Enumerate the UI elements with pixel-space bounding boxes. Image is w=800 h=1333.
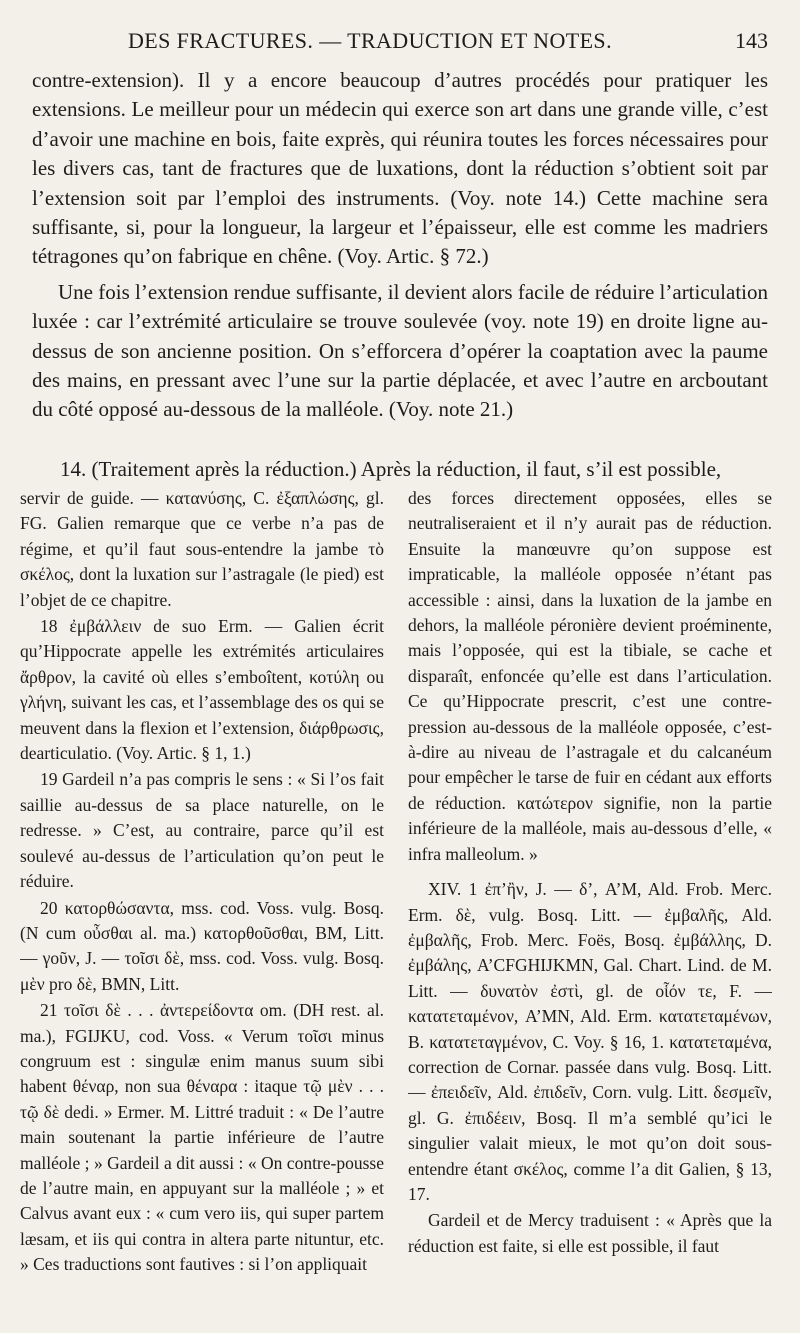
footnote: 21 τοῖσι δὲ . . . ἀντερείδοντα om. (DH rest. al. ma.), FGIJKU, cod. Voss. « Verum τοῖσι minus congruum est : singulæ enim manus suum sibi habent θέναρ, non sua θέναρα : itaque τῷ μὲν . . . τῷ δὲ dedi. » Ermer. M. Littré traduit : « De l’autre main soutenant la partie inférieure de l’autre malléole ; » Gardeil a dit aussi : « On contre-pousse de l’autre main, en appuyant sur la malléole ; » et Calvus avant eux : « cum vero iis, qui super partem læsam, et iis qui contra in altera parte nituntur, etc. » Ces traductions sont fautives : si l’on appliquait [20, 1000, 384, 1275]
footnote: 19 Gardeil n’a pas compris le sens : « Si l’os fait saillie au-dessus de sa place naturelle, on le redresse. » C’est, au contraire, parce qu’il est soulevé au-dessus de l’articulation qu’on peut le réduire. [20, 769, 384, 892]
footnote: servir de guide. — κατανύσης, C. ἐξαπλώσης, gl. FG. Galien remarque que ce verbe n’a pas de régime, et qu’il faut sous-entendre la jambe τὸ σκέλος, dont la luxation sur l’astragale (le pied) est l’objet de ce chapitre. [20, 488, 384, 610]
footnote: des forces directement opposées, elles se neutraliseraient et il n’y aurait pas de réduction. Ensuite la manœuvre qu’on suppose est impraticable, la malléole opposée n’étant pas accessible : ainsi, dans la luxation de la jambe en dehors, la malléole péronière devient proéminente, mais l’opposée, qui est la tibiale, se cache et disparaît, enfoncée qu’elle est dans l’articulation. Ce qu’Hippocrate prescrit, c’est une contre-pression au-dessous de la malléole opposée, c’est-à-dire au niveau de l’astragale et du calcanéum pour empêcher le tarse de fuir en cédant aux efforts de réduction. κατώτερον signifie, non la partie inférieure de la malléole, mais au-dessous d’elle, « infra malleolum. » [408, 488, 772, 864]
footnote: Gardeil et de Mercy traduisent : « Après que la réduction est faite, si elle est possible, il faut [408, 1210, 772, 1256]
footnotes-right-column [408, 486, 772, 1316]
main-paragraph: contre-extension). Il y a encore beaucoup d’autres procédés pour pratiquer les extensions. Le meilleur pour un médecin qui exerce son art dans une grande ville, c’est d’avoir une machine en bois, faite exprès, qui réunira toutes les forces nécessaires pour les divers cas, tant de fractures que de luxations, dont la réduction s’obtient soit par l’extension soit par l’emploi des instruments. (Voy. note 14.) Cette machine sera suffisante, si, pour la longueur, la largeur et l’épaisseur, elle est comme les madriers tétragones qu’on fabrique en chêne. (Voy. Artic. § 72.) [32, 68, 768, 269]
running-title: DES FRACTURES. — TRADUCTION ET NOTES. [128, 28, 612, 53]
section-heading-paragraph: 14. (Traitement après la réduction.) Après la réduction, il faut, s’il est possible, [60, 456, 722, 481]
footnote: 18 ἐμβάλλειν de suo Erm. — Galien écrit qu’Hippocrate appelle les extrémités articulaires ἄρθρον, la cavité où elles s’emboîtent, κοτύλη ou γλήνη, suivant les cas, et l’assemblage des os qui se meuvent dans la flexion et l’extension, διάρθρωσις, dearticulatio. (Voy. Artic. § 1, 1.) [20, 616, 384, 764]
main-text [32, 66, 768, 484]
footnotes-left-column [20, 486, 384, 1316]
footnote: XIV. 1 ἐπ’ἢν, J. — δ’, A’M, Ald. Frob. Merc. Erm. δὲ, vulg. Bosq. Litt. — ἐμβαλῆς, Ald. ἐμβαλῆς, Frob. Merc. Foës, Bosq. ἐμβάλλης, D. ἐμβάλης, A’CFGHIJKMN, Gal. Chart. Lind. de M. Litt. — δυνατὸν ἐστὶ, gl. de οἷόν τε, F. — κατατεταμένον, A’MN, Ald. Erm. κατατεταμένων, B. κατατεταγμένον, C. Voy. § 16, 1. κατατεταμένα, correction de Cornar. passée dans vulg. Bosq. Litt. — ἐπειδεῖν, Ald. ἐπιδεῖν, Corn. vulg. Litt. δεσμεῖν, gl. G. ἐπιδέειν, Bosq. Il m’a semblé qu’ici le singulier valait mieux, le mot qu’on doit sous-entendre étant σκέλος, comme l’a dit Galien, § 13, 17. [408, 879, 772, 1204]
page-header [0, 28, 800, 62]
page-number: 143 [735, 28, 768, 53]
footnote: 20 κατορθώσαντα, mss. cod. Voss. vulg. Bosq. (N cum οὖσθαι al. ma.) κατορθοῦσθαι, BM, Litt. — γοῦν, J. — τοῖσι δὲ, mss. cod. Voss. vulg. Bosq. μὲν pro δὲ, BMN, Litt. [20, 897, 384, 994]
main-paragraph: Une fois l’extension rendue suffisante, il devient alors facile de réduire l’articulation luxée : car l’extrémité articulaire se trouve soulevée (voy. note 19) en droite ligne au-dessus de son ancienne position. On s’efforcera d’opérer la coaptation avec la paume des mains, en pressant avec l’une sur la partie déplacée, et avec l’autre en arcboutant du côté opposé au-dessous de la malléole. (Voy. note 21.) [32, 279, 768, 422]
